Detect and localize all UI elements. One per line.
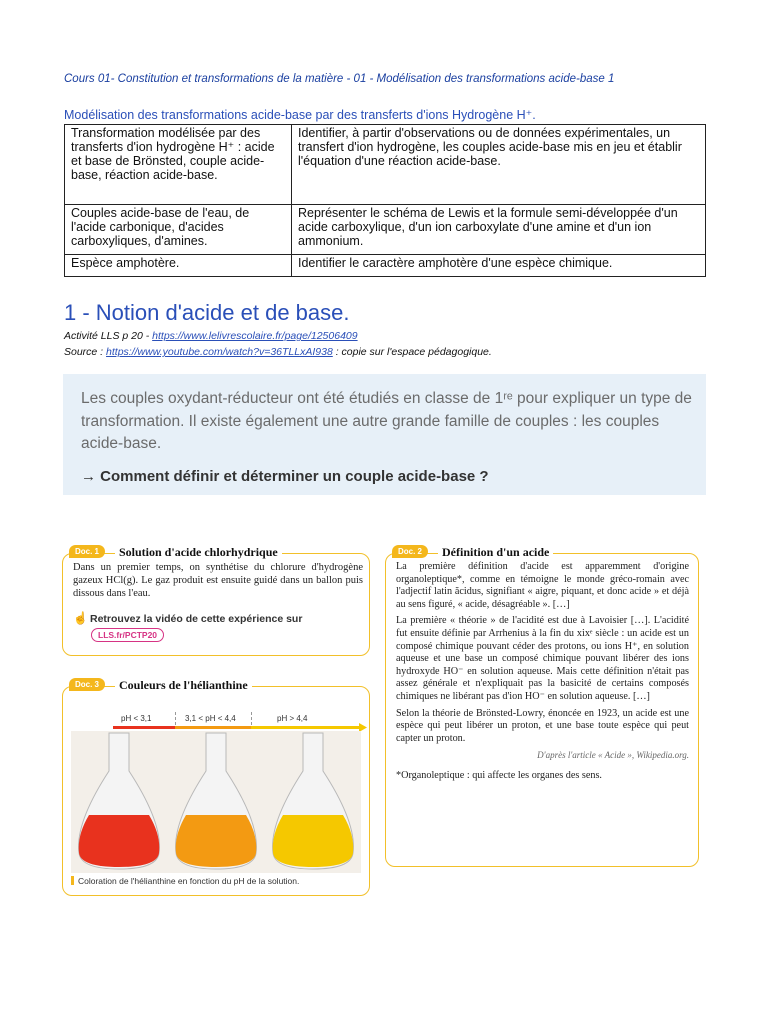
doc1-card	[62, 545, 370, 656]
source-suffix: : copie sur l'espace pédagogique.	[332, 346, 492, 358]
intro-box	[63, 374, 706, 495]
table-row	[65, 255, 706, 277]
section-subheader: Modélisation des transformations acide-base par des transferts d'ions Hydrogène H⁺.	[64, 108, 536, 122]
doc2-tag: Doc. 2	[392, 545, 428, 558]
activity-link[interactable]: https://www.lelivrescolaire.fr/page/12506409	[152, 330, 358, 342]
doc1-title: Solution d'acide chlorhydrique	[115, 545, 282, 560]
doc3-caption: Coloration de l'hélianthine en fonction du pH de la solution.	[71, 876, 299, 886]
liquid-basic	[273, 815, 354, 867]
doc3-title: Couleurs de l'hélianthine	[115, 678, 252, 693]
activity-line	[64, 330, 358, 342]
video-label: Retrouvez la vidéo de cette expérience sur	[90, 613, 303, 625]
source-line	[64, 346, 492, 358]
course-header: Cours 01- Constitution et transformations de la matière - 01 - Modélisation des transformations acide-base 1	[64, 73, 615, 85]
doc2-note: *Organoleptique : qui affecte les organes des sens.	[396, 769, 602, 781]
video-callout	[73, 611, 302, 625]
table-row	[65, 205, 706, 255]
intro-question: → Comment définir et déterminer un couple acide-base ?	[81, 468, 489, 485]
competence-cell: Représenter le schéma de Lewis et la formule semi-développée d'un acide carboxylique, d'un ion carboxylate d'une amine et d'un ion ammonium.	[292, 205, 706, 255]
ph-divider	[251, 712, 252, 725]
ph-scale-acid	[113, 726, 175, 729]
ph-scale	[113, 726, 365, 729]
doc2-paragraph: La première définition d'acide est apparemment d'origine organoleptique*, comme en témoigne le monde gréco-romain avec l'adjectif latin ăcidus, signifiant « aigre, piquant, et donc acide » et déjà au sens figuré, « acide, désagréable ». […]	[396, 561, 689, 610]
intro-text: Les couples oxydant-réducteur ont été étudiés en classe de 1ʳᵉ pour expliquer un type de transformation. Il existe également une autre grande famille de couples : les couples acide-base.	[81, 390, 692, 452]
activity-label: Activité LLS p 20 -	[64, 330, 153, 342]
notion-cell: Couples acide-base de l'eau, de l'acide carbonique, d'acides carboxyliques, d'amines.	[65, 205, 292, 255]
doc3-tag: Doc. 3	[69, 678, 105, 691]
source-link[interactable]: https://www.youtube.com/watch?v=36TLLxAI938	[106, 346, 333, 358]
ph-divider	[175, 712, 176, 725]
doc2-paragraph: La première « théorie » de l'acidité est due à Lavoisier […]. L'acidité fut ensuite définie par Arrhenius à la fin du xixᵉ siècle : un acide est un composé chimique pouvant céder des protons, ou ions H⁺, en solution aqueuse et une base un composé chimique pouvant libérer des ions hydroxyde HO⁻ en solution aqueuse. Mais cette définition n'était pas assez générale et n'expliquait pas la basicité de certains composés chimiques ne libérant pas d'ion HO⁻ en solution aqueuse. […]	[396, 615, 689, 702]
doc2-paragraph: Selon la théorie de Brönsted-Lowry, énoncée en 1923, un acide est une espèce qui peut libérer un proton, et une base toute espèce qui peut capter un proton.	[396, 707, 689, 744]
notion-cell: Espèce amphotère.	[65, 255, 292, 277]
doc1-tag: Doc. 1	[69, 545, 105, 558]
doc2-citation: D'après l'article « Acide », Wikipedia.org.	[537, 750, 689, 761]
doc2-card	[385, 545, 699, 867]
flasks-photo	[71, 731, 361, 873]
doc3-card	[62, 678, 370, 896]
pointing-hand-icon: ☝	[73, 611, 88, 625]
video-link[interactable]: LLS.fr/PCTP20	[91, 628, 164, 642]
liquid-acid	[79, 815, 160, 867]
doc1-text: Dans un premier temps, on synthétise du chlorure d'hydrogène gazeux HCl(g). Le gaz produit est ensuite guidé dans un ballon puis dissous dans l'eau.	[73, 562, 363, 599]
notion-cell: Transformation modélisée par des transferts d'ion hydrogène H⁺ : acide et base de Brönsted, couple acide-base, réaction acide-base.	[65, 125, 292, 205]
source-label: Source :	[64, 346, 107, 358]
doc2-body	[396, 561, 689, 787]
program-table	[64, 124, 706, 277]
competence-cell: Identifier, à partir d'observations ou de données expérimentales, un transfert d'ion hydrogène, les couples acide-base mis en jeu et établir l'équation d'une réaction acide-base.	[292, 125, 706, 205]
ph-range-acid: pH < 3,1	[121, 714, 152, 723]
competence-cell: Identifier le caractère amphotère d'une espèce chimique.	[292, 255, 706, 277]
liquid-intermediate	[176, 815, 257, 867]
section-title: 1 - Notion d'acide et de base.	[64, 300, 350, 325]
ph-scale-basic	[251, 726, 361, 729]
ph-range-intermediate: 3,1 < pH < 4,4	[185, 714, 236, 723]
ph-scale-intermediate	[175, 726, 251, 729]
ph-range-basic: pH > 4,4	[277, 714, 308, 723]
table-row	[65, 125, 706, 205]
doc2-title: Définition d'un acide	[438, 545, 553, 560]
